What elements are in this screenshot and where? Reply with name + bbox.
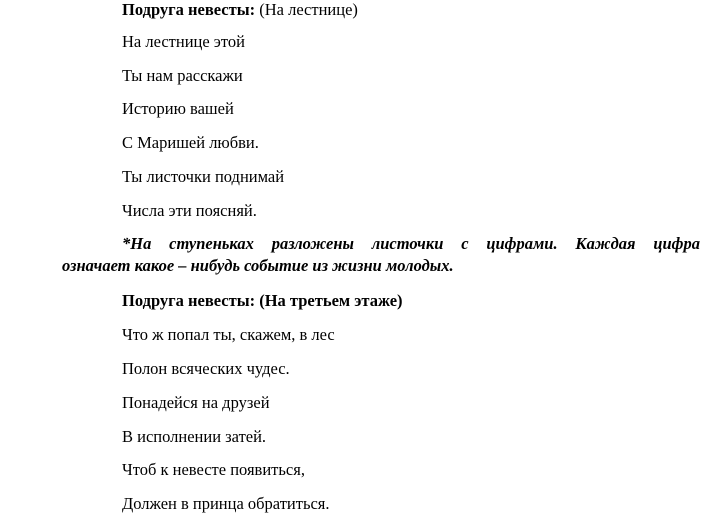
verse-line: Понадейся на друзей bbox=[122, 393, 270, 412]
stage-direction: (На лестнице) bbox=[255, 0, 358, 19]
verse-line: С Маришей любви. bbox=[122, 133, 259, 152]
verse-line: Что ж попал ты, скажем, в лес bbox=[122, 325, 335, 344]
verse-line: Ты листочки поднимай bbox=[122, 167, 285, 186]
verse-line: Полон всяческих чудес. bbox=[122, 359, 290, 378]
speaker-colon: : bbox=[249, 0, 256, 19]
verse-line: На лестнице этой bbox=[122, 32, 245, 51]
verse-line: Должен в принца обратиться. bbox=[122, 494, 330, 513]
verse-line: Числа эти поясняй. bbox=[122, 201, 257, 220]
speaker-heading-1 bbox=[122, 0, 358, 20]
stage-note-line-2: означает какое – нибудь событие из жизни молодых. bbox=[62, 256, 454, 275]
verse-line: Историю вашей bbox=[122, 99, 234, 118]
verse-line: Чтоб к невесте появиться, bbox=[122, 460, 305, 479]
verse-line: В исполнении затей. bbox=[122, 427, 267, 446]
speaker-heading-2: Подруга невесты: (На третьем этаже) bbox=[122, 291, 403, 310]
stage-note-line-1: *На ступеньках разложены листочки с цифрами. Каждая цифра bbox=[122, 234, 700, 253]
speaker-name: Подруга невесты bbox=[122, 0, 250, 19]
stage-note bbox=[62, 233, 700, 277]
verse-line: Ты нам расскажи bbox=[122, 66, 243, 85]
